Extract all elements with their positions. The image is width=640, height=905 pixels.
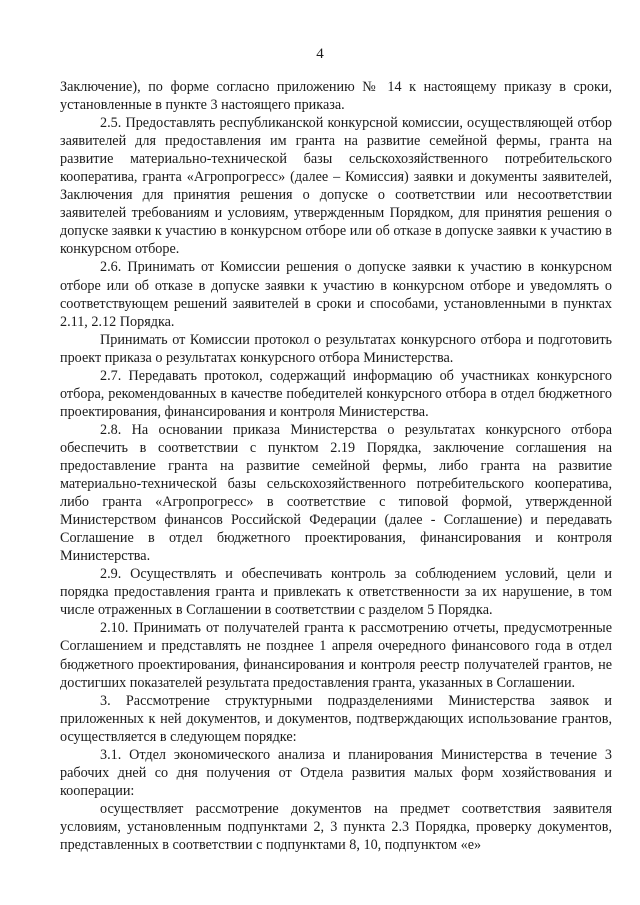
document-body [60,78,612,854]
paragraph-3-1: 3.1. Отдел экономического анализа и планирования Министерства в течение 3 рабочих дней со дня получения от Отдела развития малых форм хозяйствования и кооперации: [60,746,612,799]
paragraph-2-8: 2.8. На основании приказа Министерства о результатах конкурсного отбора обеспечить в соответствии с пунктом 2.19 Порядка, заключение соглашения на предоставление гранта на развитие семейной фермы, либо гранта на развитие материально-технической базы сельскохозяйственного потребительского кооператива, либо гранта «Агропрогресс» в соответствие с типовой формой, утвержденной Министерством финансов Российской Федерации (далее - Соглашение) и передавать Соглашение в отдел бюджетного проектирования, финансирования и контроля Министерства. [60,421,612,565]
paragraph-2-5: 2.5. Предоставлять республиканской конкурсной комиссии, осуществляющей отбор заявителей для предоставления им гранта на развитие семейной фермы, гранта на развитие материально-технической базы сельскохозяйственного потребительского кооператива, гранта «Агропрогресс» (далее – Комиссия) заявки и документы заявителей, Заключения для принятия решения о допуске о соответствии или несоответствии заявителей требованиям и условиям, утвержденным Порядком, для принятия решения о допуске заявки к участию в конкурсном отборе или об отказе в допуске заявки к участию в конкурсном отборе. [60,115,612,258]
paragraph-2-10: 2.10. Принимать от получателей гранта к рассмотрению отчеты, предусмотренные Соглашением и представлять не позднее 1 апреля очередного финансового года в отдел бюджетного проектирования, финансирования и контроля реестр получателей грантов, не достигших показателей результата предоставления гранта, указанных в Соглашении. [60,620,612,691]
paragraph-protocol: Принимать от Комиссии протокол о результатах конкурсного отбора и подготовить проект приказа о результатах конкурсного отбора Министерства. [60,331,612,366]
paragraph-2-6: 2.6. Принимать от Комиссии решения о допуске заявки к участию в конкурсном отборе или об отказе в допуске заявки к участию в конкурсном отборе и уведомлять о соответствующем решений заявителей в сроки и способами, установленными в пунктах 2.11, 2.12 Порядка. [60,259,612,330]
paragraph-continuation: Заключение), по форме согласно приложению № 14 к настоящему приказу в сроки, установленные в пункте 3 настоящего приказа. [60,79,612,114]
paragraph-2-9: 2.9. Осуществлять и обеспечивать контроль за соблюдением условий, цели и порядка предоставления гранта и привлекать к ответственности за их нарушение, в том числе отраженных в Соглашении в соответствии с разделом 5 Порядка. [60,566,612,619]
page-number: 4 [316,46,324,62]
paragraph-3: 3. Рассмотрение структурными подразделениями Министерства заявок и приложенных к ней документов, и документов, подтверждающих использование грантов, осуществляется в следующем порядке: [60,692,612,745]
paragraph-3-1-item: осуществляет рассмотрение документов на предмет соответствия заявителя условиям, установленным подпунктами 2, 3 пункта 2.3 Порядка, проверку документов, представленных в соответствии с подпунктами 8, 10, подпунктом «е» [60,800,612,853]
paragraph-2-7: 2.7. Передавать протокол, содержащий информацию об участниках конкурсного отбора, рекомендованных в качестве победителей конкурсного отбора в отдел бюджетного проектирования, финансирования и контроля Министерства. [60,367,612,420]
